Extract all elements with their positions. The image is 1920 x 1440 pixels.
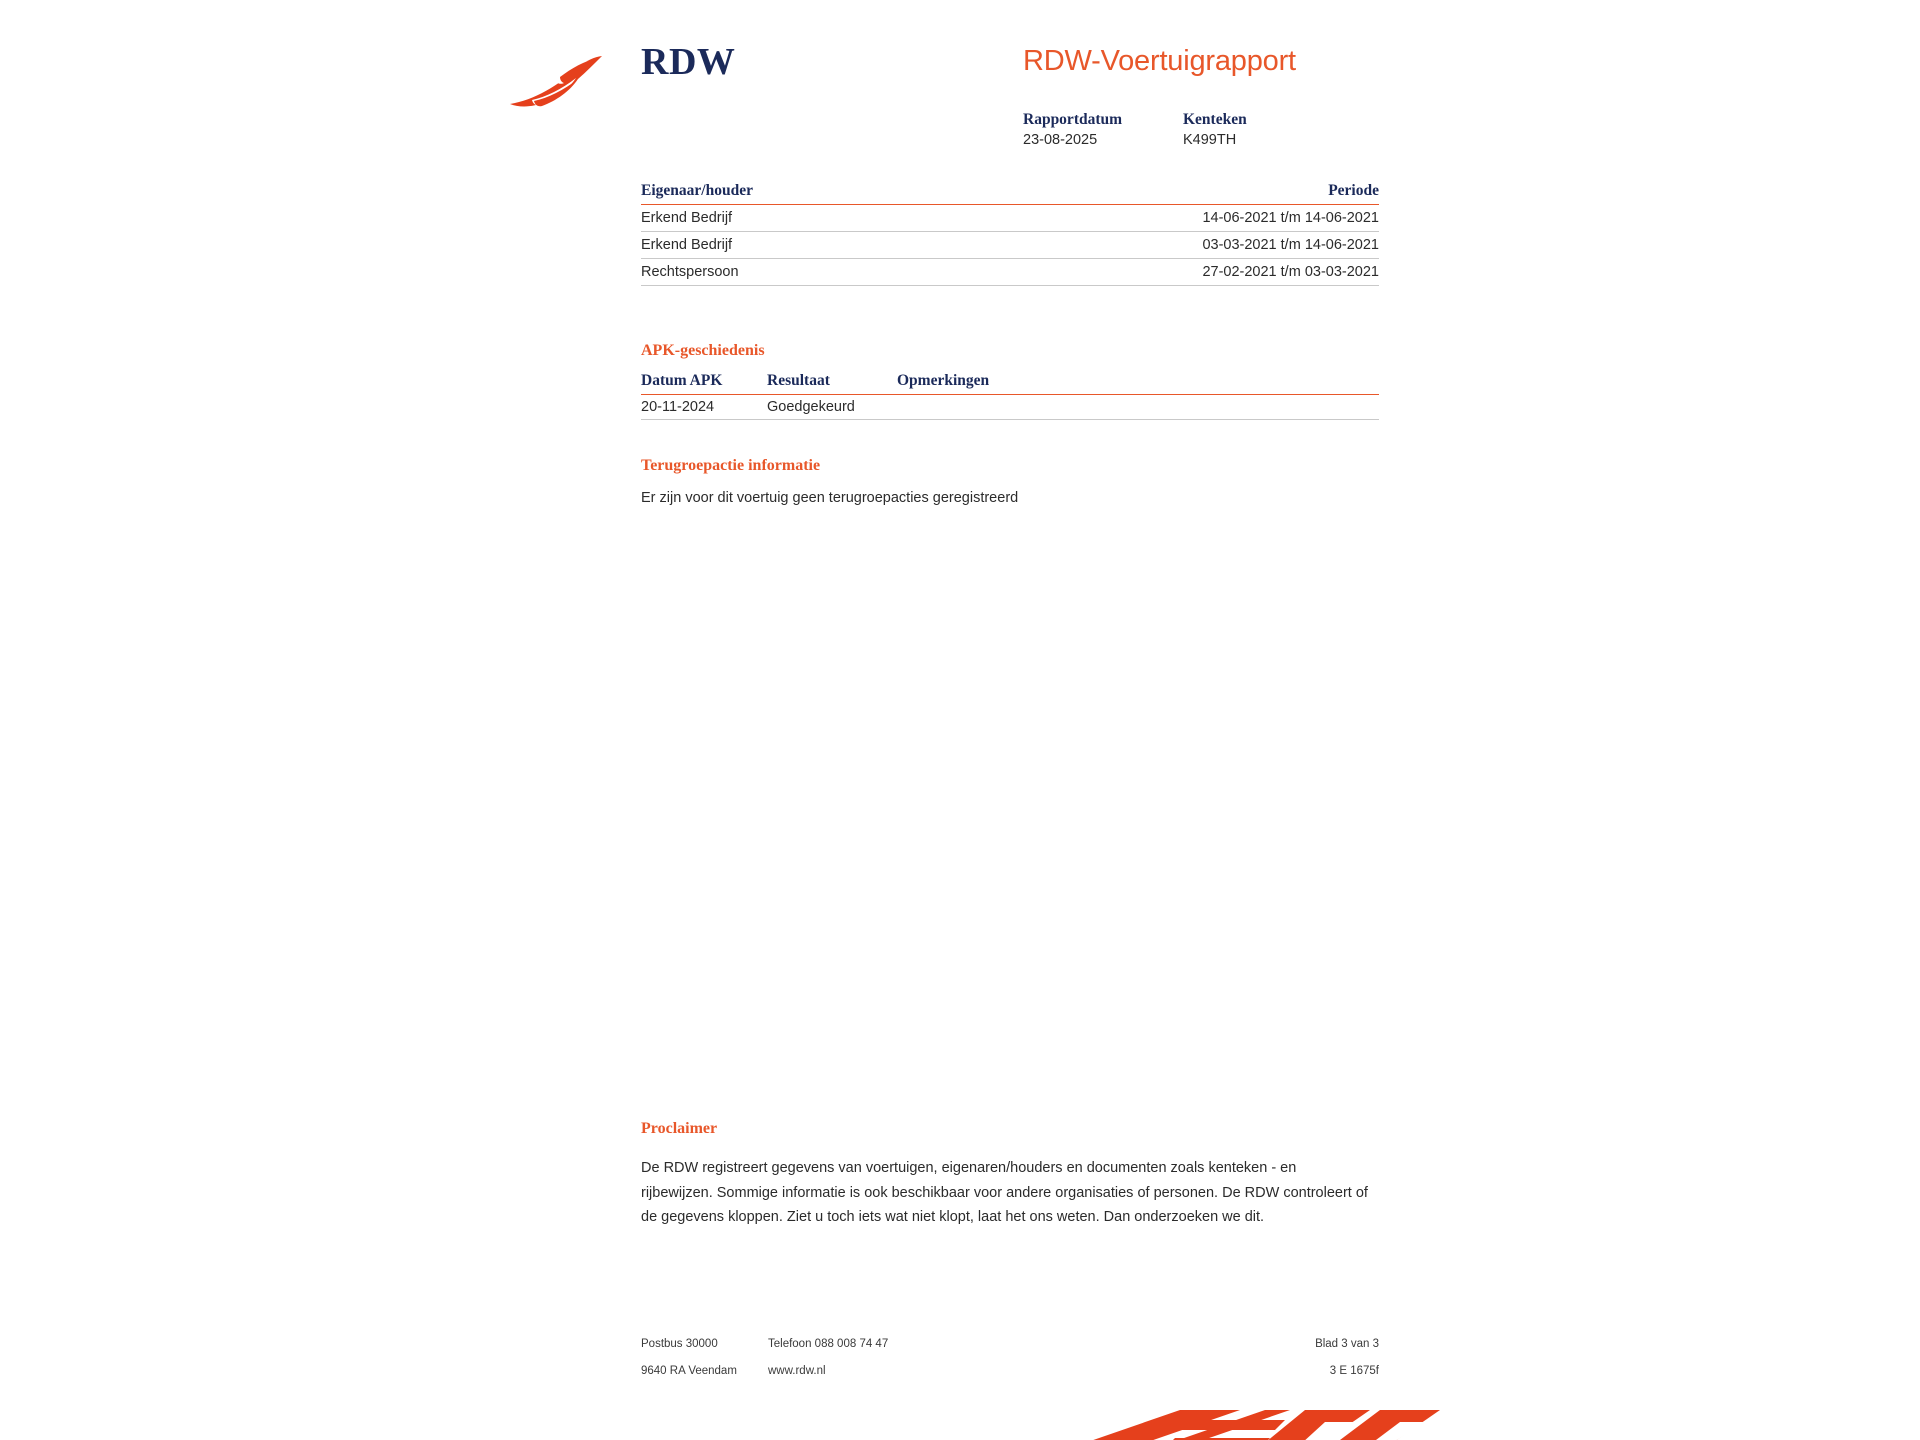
table-row [641,232,1379,259]
page-footer [641,1331,1379,1385]
owner-type: Erkend Bedrijf [641,232,904,259]
rapportdatum-value: 23-08-2025 [1023,132,1098,148]
owner-section [641,182,1379,286]
apk-history-section [641,342,1379,420]
proclaimer-section [641,1120,1379,1230]
owner-heading-left: Eigenaar/houder [641,182,753,199]
table-row [641,395,1379,420]
proclaimer-text: De RDW registreert gegevens van voertuigen, eigenaren/houders en documenten zoals kenteken - en rijbewijzen. Sommige informatie is ook beschikbaar voor andere organisaties of personen. De RDW controleert of de gegevens kloppen. Ziet u toch iets wat niet klopt, laat het ons weten. Dan onderzoeken we dit. [641,1160,1368,1225]
footer-postbus: Postbus 30000 [641,1338,718,1350]
recall-section-text: Er zijn voor dit voertuig geen terugroepacties geregistreerd [641,490,1019,506]
owner-type: Rechtspersoon [641,259,904,286]
owner-period: 14-06-2021 t/m 14-06-2021 [904,205,1379,232]
kenteken-value: K499TH [1183,132,1237,148]
footer-telefoon: Telefoon 088 008 74 47 [768,1338,889,1350]
recall-section-title: Terugroepactie informatie [641,457,821,474]
owner-table [641,205,1379,286]
proclaimer-title: Proclaimer [641,1120,718,1137]
apk-resultaat: Goedgekeurd [767,399,855,415]
footer-plaats: 9640 RA Veendam [641,1365,737,1377]
apk-col-opmerkingen: Opmerkingen [897,372,990,389]
apk-table-header [641,372,1379,395]
apk-col-datum: Datum APK [641,372,723,389]
footer-code: 3 E 1675f [1329,1365,1379,1377]
report-meta [1023,110,1443,151]
owner-period: 03-03-2021 t/m 14-06-2021 [904,232,1379,259]
bottom-decorative-logo-icon [1040,1400,1510,1440]
owner-heading-right: Periode [1328,182,1379,199]
kenteken-label: Kenteken [1183,111,1247,128]
rapportdatum-label: Rapportdatum [1023,111,1123,128]
recall-section [641,457,1379,509]
apk-col-resultaat: Resultaat [767,372,830,389]
apk-datum: 20-11-2024 [641,399,715,415]
owner-period: 27-02-2021 t/m 03-03-2021 [904,259,1379,286]
apk-opmerkingen [897,399,1379,415]
rdw-wordmark: RDW [641,41,736,83]
rdw-logo-icon [508,52,618,114]
apk-section-title: APK-geschiedenis [641,342,765,359]
footer-website[interactable]: www.rdw.nl [768,1365,826,1377]
footer-blad: Blad 3 van 3 [1315,1338,1379,1350]
owner-section-header [641,182,1379,205]
table-row [641,259,1379,286]
page-title: RDW-Voertuigrapport [1023,45,1296,77]
table-row [641,205,1379,232]
owner-type: Erkend Bedrijf [641,205,904,232]
